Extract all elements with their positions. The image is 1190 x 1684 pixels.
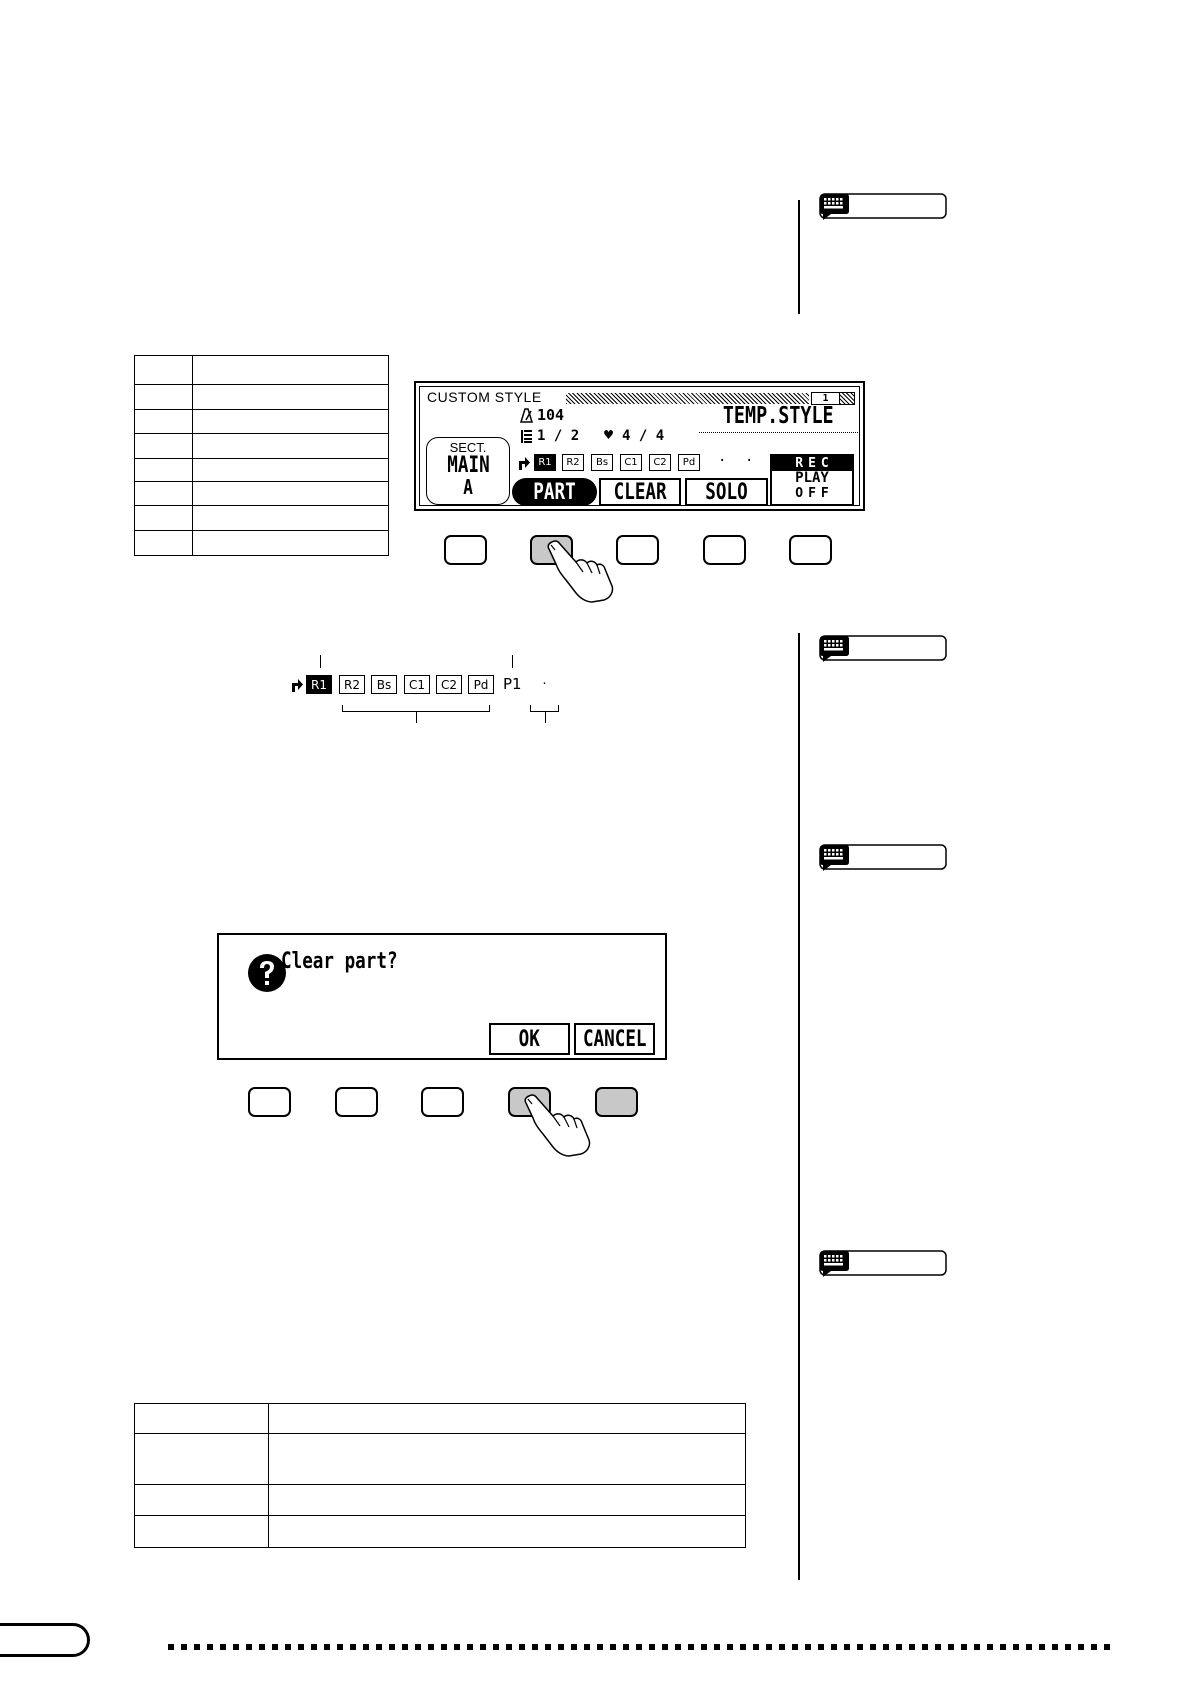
parts-bracket: [342, 705, 490, 712]
heart-icon: ♥: [604, 426, 614, 444]
menu-part[interactable]: [512, 478, 597, 506]
diagram-extra-part: P1: [503, 675, 522, 693]
note-icon: [819, 193, 947, 220]
tempo-value: 104: [537, 406, 565, 424]
table-cell: [193, 531, 389, 556]
note-icon: [819, 635, 947, 662]
record-arrow-icon: [290, 677, 304, 693]
dialog-button-5[interactable]: [595, 1087, 638, 1117]
table-row: [135, 385, 389, 410]
note-icon: [819, 1250, 947, 1277]
rec-status-box[interactable]: [770, 454, 854, 506]
menu-part-label: PART: [533, 479, 576, 505]
section-box[interactable]: [426, 437, 510, 505]
pointer-line: [512, 655, 513, 668]
bracket-pointer: [545, 712, 546, 723]
table-cell: [135, 385, 193, 410]
dialog-button-3[interactable]: [421, 1087, 464, 1117]
table-row: [135, 1404, 746, 1434]
table-cell: [193, 459, 389, 482]
table-cell: [193, 506, 389, 531]
metronome-icon: [519, 408, 533, 423]
table-cell: [193, 410, 389, 434]
table-cell: [269, 1485, 746, 1516]
table-cell: [193, 434, 389, 459]
diagram-part-c2: C2: [436, 675, 462, 694]
lcd-marker: ·: [718, 453, 727, 469]
table-row: [135, 434, 389, 459]
diagram-part-c1: C1: [404, 675, 430, 694]
table-row: [135, 482, 389, 506]
margin-rule-main: [798, 633, 800, 1580]
table-cell: [135, 410, 193, 434]
table-row: [135, 1485, 746, 1516]
table-row: [135, 410, 389, 434]
ok-button[interactable]: [489, 1023, 570, 1055]
footer-dotted-rule: [168, 1644, 1114, 1650]
marker-bracket: [530, 705, 559, 712]
table-row: [135, 356, 389, 385]
lcd-part-pd[interactable]: Pd: [678, 454, 700, 471]
menu-solo-label: SOLO: [705, 479, 748, 505]
note-icon: [819, 844, 947, 871]
cancel-label: CANCEL: [582, 1026, 647, 1052]
dialog-message: [281, 949, 427, 974]
lcd-part-bs[interactable]: Bs: [591, 454, 613, 471]
page-number: 1: [822, 393, 829, 404]
table-row: [135, 531, 389, 556]
table-row: [135, 1434, 746, 1485]
section-variation: A: [463, 475, 473, 499]
dialog-button-2[interactable]: [335, 1087, 378, 1117]
ok-label: OK: [518, 1026, 541, 1052]
measure-value: 1 / 2: [537, 428, 580, 444]
table-cell: [135, 356, 193, 385]
lcd-title: CUSTOM STYLE: [427, 389, 542, 405]
lcd-part-r1[interactable]: R1: [534, 454, 556, 471]
pointer-line: [320, 655, 321, 668]
dialog-button-1[interactable]: [248, 1087, 291, 1117]
table-cell: [135, 459, 193, 482]
section-value: MAIN: [446, 453, 490, 478]
menu-solo[interactable]: [685, 478, 768, 506]
table-cell: [269, 1516, 746, 1548]
table-cell: [135, 1485, 269, 1516]
pressing-hand-icon: [546, 540, 616, 604]
menu-clear[interactable]: [599, 478, 681, 506]
time-signature: 4 / 4: [622, 428, 665, 444]
table-row: [135, 506, 389, 531]
diagram-part-r2: R2: [339, 675, 365, 694]
table-cell: [135, 531, 193, 556]
page-number-tab: [0, 1623, 90, 1657]
lcd-part-c2[interactable]: C2: [649, 454, 671, 471]
menu-clear-label: CLEAR: [613, 479, 667, 505]
parts-table: [134, 355, 389, 556]
table-cell: [135, 506, 193, 531]
settings-table: [134, 1403, 746, 1548]
lcd-button-4[interactable]: [703, 535, 746, 565]
lcd-screen: [414, 381, 865, 511]
table-cell: [135, 482, 193, 506]
table-cell: [193, 482, 389, 506]
table-cell: [135, 434, 193, 459]
bracket-pointer: [416, 712, 417, 723]
measure-icon: [520, 429, 533, 444]
cancel-button[interactable]: [574, 1023, 655, 1055]
table-cell: [135, 1516, 269, 1548]
dialog-message-text: Clear part?: [281, 949, 398, 974]
table-row: [135, 1516, 746, 1548]
play-label: PLAY: [795, 470, 829, 486]
diagram-part-r1: R1: [306, 675, 332, 694]
table-cell: [135, 1434, 269, 1485]
off-label: OFF: [795, 486, 834, 501]
lcd-marker: ·: [745, 453, 754, 469]
table-cell: [269, 1434, 746, 1485]
margin-rule-top: [798, 200, 800, 314]
table-cell: [135, 1404, 269, 1434]
lcd-button-3[interactable]: [616, 535, 659, 565]
rec-label: REC: [772, 456, 852, 471]
clear-part-dialog: [217, 933, 667, 1060]
table-cell: [269, 1404, 746, 1434]
section-label: SECT.: [449, 440, 487, 455]
style-name-text: TEMP.STYLE: [723, 403, 834, 429]
table-cell: [193, 356, 389, 385]
lcd-part-r2[interactable]: R2: [562, 454, 584, 471]
style-name: [699, 403, 858, 429]
lcd-button-5[interactable]: [789, 535, 832, 565]
diagram-marker: ·: [542, 674, 547, 691]
style-name-underline: [699, 432, 858, 433]
diagram-part-bs: Bs: [371, 675, 397, 694]
table-row: [135, 459, 389, 482]
pressing-hand-icon: [523, 1094, 593, 1158]
lcd-part-c1[interactable]: C1: [620, 454, 642, 471]
lcd-button-1[interactable]: [444, 535, 487, 565]
diagram-part-pd: Pd: [468, 675, 494, 694]
record-arrow-icon: [517, 455, 531, 471]
table-cell: [193, 385, 389, 410]
